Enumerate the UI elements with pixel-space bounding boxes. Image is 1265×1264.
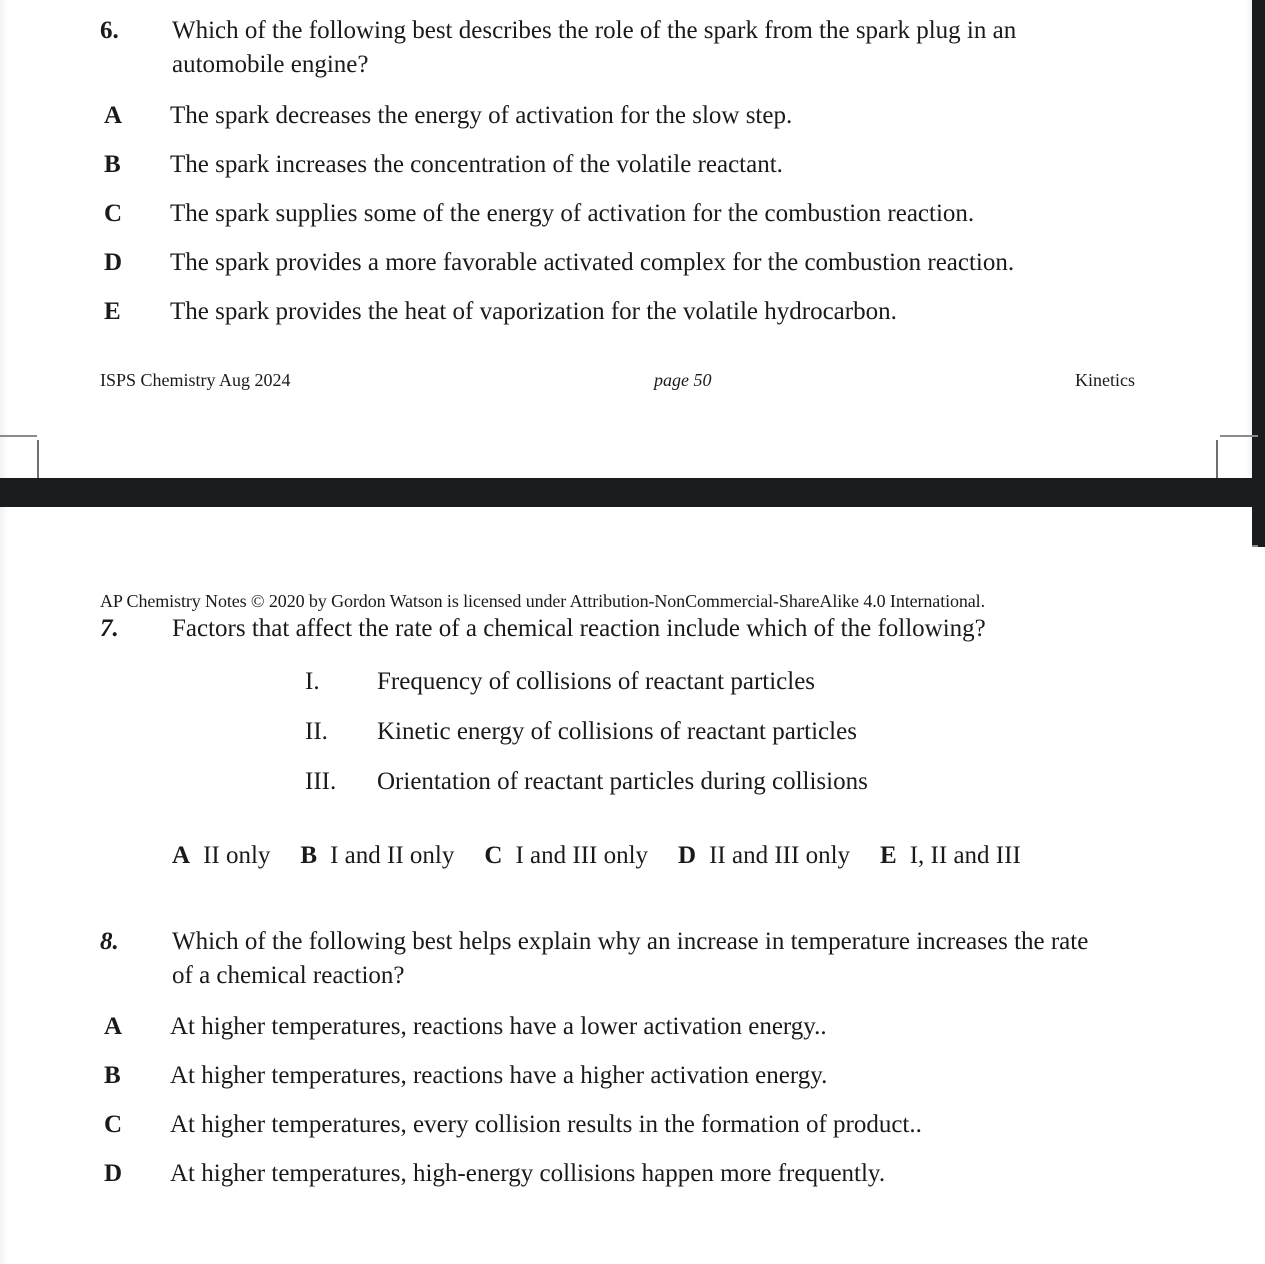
roman-item-ii <box>305 716 1160 748</box>
choice-option-a[interactable] <box>100 100 1160 132</box>
question-7-stem: Factors that affect the rate of a chemical reaction include which of the following? <box>172 615 986 642</box>
choice-option-d[interactable] <box>100 247 1160 279</box>
crop-mark-top-left-vertical <box>37 440 39 478</box>
inline-choice-text-c[interactable]: I and III only <box>515 842 649 869</box>
inline-choice-text-e[interactable]: I, II and III <box>909 842 1021 869</box>
footer-page-number: page 50 <box>654 370 712 390</box>
question-6-stem-row <box>100 14 1160 82</box>
q8-choice-letter-d: D <box>104 1160 123 1187</box>
question-8-number: 8. <box>100 928 119 955</box>
inline-choice-letter-d[interactable]: D <box>678 842 697 869</box>
roman-text-ii: Kinetic energy of collisions of reactant particles <box>377 718 857 745</box>
question-6-choices <box>100 100 1160 328</box>
crop-mark-top-left-horizontal <box>0 435 37 437</box>
footer-topic-label: Kinetics <box>1075 370 1135 390</box>
choice-text-a: The spark decreases the energy of activation for the slow step. <box>170 102 793 129</box>
question-6-stem: Which of the following best describes the role of the spark from the spark plug in an automobile engine? <box>172 17 1017 78</box>
question-6-number: 6. <box>100 17 119 44</box>
choice-text-b: The spark increases the concentration of the volatile reactant. <box>170 151 783 178</box>
q8-choice-letter-b: B <box>104 1062 121 1089</box>
choice-text-e: The spark provides the heat of vaporization for the volatile hydrocarbon. <box>170 298 897 325</box>
roman-item-i <box>305 666 1160 698</box>
page-edge-shadow-left-lower <box>0 507 9 1264</box>
inline-choice-letter-c[interactable]: C <box>484 842 503 869</box>
q8-choice-option-a[interactable] <box>100 1011 1160 1043</box>
question-7-block <box>100 612 1160 872</box>
crop-mark-top-right-vertical <box>1216 440 1218 478</box>
q8-choice-text-b: At higher temperatures, reactions have a higher activation energy. <box>170 1062 828 1089</box>
scanned-page-bottom <box>0 507 1252 1264</box>
scanned-page-top <box>0 0 1252 478</box>
page-separator-band <box>0 478 1265 507</box>
roman-text-i: Frequency of collisions of reactant particles <box>377 668 816 695</box>
q8-choice-text-a: At higher temperatures, reactions have a lower activation energy.. <box>170 1013 827 1040</box>
roman-item-iii <box>305 766 1160 798</box>
question-8-choices <box>100 1011 1160 1190</box>
page-edge-shadow-left <box>0 0 9 478</box>
question-7-number: 7. <box>100 615 119 642</box>
inline-choice-letter-a[interactable]: A <box>172 842 191 869</box>
q8-choice-letter-c: C <box>104 1111 123 1138</box>
q8-choice-text-d: At higher temperatures, high-energy collisions happen more frequently. <box>170 1160 886 1187</box>
inline-choice-text-d[interactable]: II and III only <box>709 842 851 869</box>
question-7-roman-list <box>305 666 1160 798</box>
question-7-inline-choices <box>172 840 1160 872</box>
q8-choice-text-c: At higher temperatures, every collision results in the formation of product.. <box>170 1111 922 1138</box>
q8-choice-option-b[interactable] <box>100 1060 1160 1092</box>
choice-text-d: The spark provides a more favorable activated complex for the combustion reaction. <box>170 249 1015 276</box>
choice-letter-d: D <box>104 249 123 276</box>
choice-letter-b: B <box>104 151 121 178</box>
q8-choice-option-d[interactable] <box>100 1158 1160 1190</box>
roman-numeral-ii: II. <box>305 718 328 745</box>
inline-choice-letter-e[interactable]: E <box>880 842 897 869</box>
inline-choice-text-a[interactable]: II only <box>203 842 271 869</box>
choice-option-b[interactable] <box>100 149 1160 181</box>
roman-numeral-iii: III. <box>305 768 337 795</box>
license-attribution-line: AP Chemistry Notes © 2020 by Gordon Watson is licensed under Attribution-NonCommercial-ShareAlike 4.0 International. <box>100 591 985 611</box>
q8-choice-letter-a: A <box>104 1013 123 1040</box>
question-8-stem-row <box>100 925 1160 993</box>
inline-choice-letter-b[interactable]: B <box>300 842 318 869</box>
question-8-stem: Which of the following best helps explain why an increase in temperature increases the rate of a chemical reaction? <box>172 928 1089 989</box>
page-footer <box>100 368 1135 392</box>
choice-option-e[interactable] <box>100 296 1160 328</box>
choice-option-c[interactable] <box>100 198 1160 230</box>
question-6-block <box>100 14 1160 328</box>
roman-text-iii: Orientation of reactant particles during collisions <box>377 768 868 795</box>
roman-numeral-i: I. <box>305 668 320 695</box>
choice-letter-c: C <box>104 200 123 227</box>
question-8-block <box>100 925 1160 1190</box>
q8-choice-option-c[interactable] <box>100 1109 1160 1141</box>
choice-letter-a: A <box>104 102 123 129</box>
inline-choice-text-b[interactable]: I and II only <box>330 842 455 869</box>
scan-dark-margin-right-lower <box>1252 507 1265 547</box>
question-7-stem-row <box>100 612 1160 646</box>
crop-mark-top-right-horizontal <box>1220 435 1258 437</box>
scan-dark-margin-right <box>1252 0 1265 478</box>
choice-text-c: The spark supplies some of the energy of activation for the combustion reaction. <box>170 200 975 227</box>
footer-source-label: ISPS Chemistry Aug 2024 <box>100 370 291 390</box>
choice-letter-e: E <box>104 298 121 325</box>
